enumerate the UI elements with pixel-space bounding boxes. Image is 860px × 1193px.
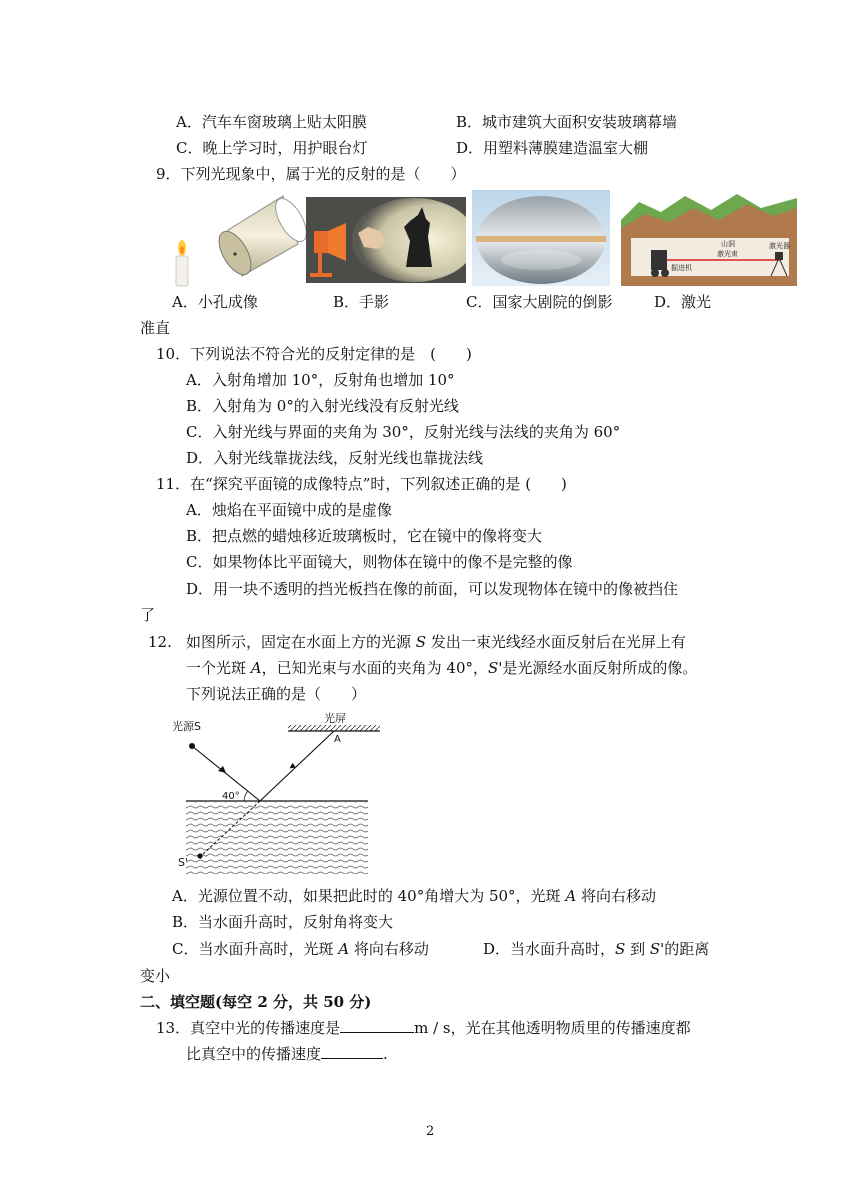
q12-number: 12. — [148, 633, 172, 651]
laser-label: 激光器 — [769, 242, 790, 250]
q12-option-b: B．当水面升高时，反射角将变大 — [172, 913, 394, 931]
pinhole-imaging-figure — [168, 188, 308, 288]
q13-line2: 比真空中的传播速度 . — [186, 1045, 388, 1063]
machine-label: 掘进机 — [671, 264, 692, 272]
water-body — [186, 802, 368, 874]
q8-option-c: C．晚上学习时，用护眼台灯 — [176, 139, 368, 157]
tunnel-label: 山洞 — [721, 240, 735, 248]
q10-option-a: A．入射角增加 10°，反射角也增加 10° — [186, 371, 455, 389]
q8-option-a: A．汽车车窗玻璃上贴太阳膜 — [176, 113, 367, 131]
hand-shadow-figure — [306, 197, 466, 283]
q12-option-d: D．当水面升高时，S 到 S'的距离 — [483, 940, 710, 958]
q8-option-b: B．城市建筑大面积安装玻璃幕墙 — [456, 113, 678, 131]
q12-stem-line2: 一个光斑 A，已知光束与水面的夹角为 40°，S'是光源经水面反射所成的像。 — [186, 659, 698, 677]
beam-label: 激光束 — [717, 250, 738, 258]
q12-option-a: A．光源位置不动，如果把此时的 40°角增大为 50°，光斑 A 将向右移动 — [172, 887, 656, 905]
q11-stem: 11．在“探究平面镜的成像特点”时，下列叙述正确的是 ( ) — [156, 475, 567, 493]
q12-stem-line3: 下列说法正确的是（ ） — [186, 685, 367, 703]
q13-line1: 13．真空中光的传播速度是 m / s，光在其他透明物质里的传播速度都 — [156, 1019, 691, 1037]
q12-stem-line1: 如图所示，固定在水面上方的光源 S 发出一束光线经水面反射后在光屏上有 — [186, 633, 686, 651]
q12-option-c: C．当水面升高时，光斑 A 将向右移动 — [172, 940, 429, 958]
reflection-diagram — [168, 708, 388, 878]
q11-option-c: C．如果物体比平面镜大，则物体在镜中的像不是完整的像 — [186, 553, 573, 571]
q12-option-d-cont: 变小 — [140, 967, 171, 985]
theatre-reflection-figure — [472, 190, 610, 286]
q10-option-d: D．入射光线靠拢法线，反射光线也靠拢法线 — [186, 449, 484, 467]
q11-option-d: D．用一块不透明的挡光板挡在像的前面，可以发现物体在镜中的像被挡住 — [186, 580, 679, 598]
q9-option-d: D．激光 — [654, 293, 712, 311]
q10-option-b: B．入射角为 0°的入射光线没有反射光线 — [186, 397, 459, 415]
reflected-ray — [260, 731, 334, 801]
q11-option-a: A．烛焰在平面镜中成的是虚像 — [186, 501, 392, 519]
page-number: 2 — [426, 1124, 435, 1139]
laser-tunnel-figure — [621, 190, 797, 286]
q13-blank-compare[interactable] — [321, 1044, 383, 1059]
q9-option-b: B．手影 — [333, 293, 390, 311]
image-label: S' — [178, 856, 189, 869]
image-point — [197, 853, 202, 858]
q13-blank-speed[interactable] — [340, 1018, 414, 1033]
q10-option-c: C．入射光线与界面的夹角为 30°，反射光线与法线的夹角为 60° — [186, 423, 621, 441]
q11-option-d-cont: 了 — [140, 606, 156, 624]
q10-stem: 10．下列说法不符合光的反射定律的是 ( ) — [156, 345, 472, 363]
q8-option-d: D．用塑料薄膜建造温室大棚 — [456, 139, 649, 157]
angle-label: 40° — [222, 791, 240, 802]
q11-option-b: B．把点燃的蜡烛移近玻璃板时，它在镜中的像将变大 — [186, 527, 543, 545]
q9-option-a: A．小孔成像 — [172, 293, 258, 311]
q9-option-d-cont: 准直 — [140, 319, 171, 337]
spot-label: A — [334, 734, 341, 745]
q9-stem: 9．下列光现象中，属于光的反射的是（ ） — [156, 165, 466, 183]
screen-label: 光屏 — [324, 712, 346, 725]
source-label: 光源S — [172, 720, 201, 733]
section-two-heading: 二、填空题(每空 2 分，共 50 分) — [140, 993, 372, 1011]
q9-option-c: C．国家大剧院的倒影 — [466, 293, 613, 311]
